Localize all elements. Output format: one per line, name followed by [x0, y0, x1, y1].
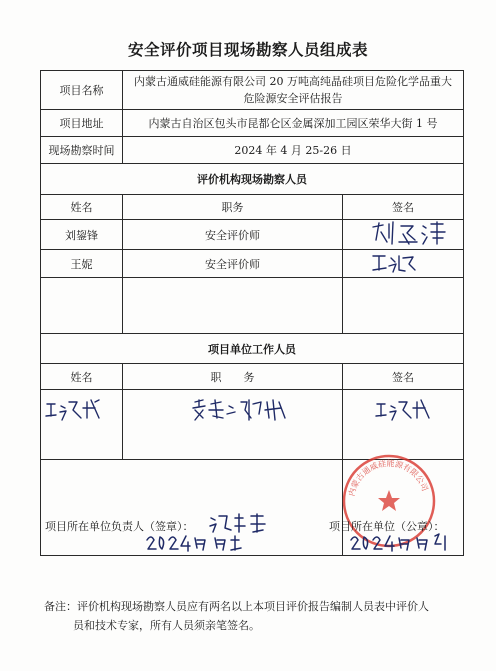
staff-signature-header: 签名 — [343, 364, 464, 390]
evaluator-row — [41, 220, 464, 250]
project-address-label: 项目地址 — [41, 110, 123, 137]
staff-name-header: 姓名 — [41, 364, 123, 390]
project-unit-cell — [329, 458, 464, 556]
footnote — [44, 597, 464, 635]
survey-personnel-table — [40, 70, 464, 556]
handwritten-signature — [343, 250, 463, 274]
empty-cell — [343, 278, 464, 334]
staff-signature — [343, 390, 464, 460]
project-name-row — [41, 71, 464, 110]
project-address-value: 内蒙古自治区包头市昆都仑区金属深加工园区荣华大街 1 号 — [123, 110, 464, 137]
footnote-line-1: 备注：评价机构现场勘察人员应有两名以上本项目评价报告编制人员表中评价人 — [44, 600, 429, 613]
responsible-person-label: 项目所在单位负责人（签章）： — [45, 520, 194, 533]
evaluator-name: 刘鋆锋 — [41, 220, 123, 250]
signoff-row — [41, 460, 464, 556]
survey-time-value: 2024 年 4 月 25-26 日 — [123, 137, 464, 164]
survey-time-label: 现场勘察时间 — [41, 137, 123, 164]
project-address-row — [41, 110, 464, 137]
project-staff-section-title: 项目单位工作人员 — [41, 334, 464, 364]
handwritten-signature — [373, 396, 453, 426]
evaluator-section-title: 评价机构现场勘察人员 — [41, 164, 464, 195]
project-staff-header-row — [41, 364, 464, 390]
evaluator-position-header: 职务 — [123, 195, 343, 220]
project-staff-row — [41, 390, 464, 460]
empty-cell — [41, 278, 123, 334]
staff-name-signature — [41, 390, 123, 460]
staff-position-handwritten — [123, 390, 343, 460]
page-title: 安全评价项目现场勘察人员组成表 — [127, 40, 368, 59]
seal-text: 内蒙古通威硅能源有限公司 — [347, 458, 430, 498]
footnote-line-2: 员和技术专家，所有人员须亲笔签名。 — [73, 619, 260, 632]
evaluator-name: 王妮 — [41, 250, 123, 278]
project-name-value: 内蒙古通威硅能源有限公司 20 万吨高纯晶硅项目危险化学品重大危险源安全评估报告 — [123, 71, 464, 110]
evaluator-signature — [343, 220, 464, 250]
survey-time-row — [41, 137, 464, 164]
handwritten-signature — [343, 220, 463, 246]
handwritten-position — [189, 396, 339, 426]
evaluator-section-row — [41, 164, 464, 195]
evaluator-position: 安全评价师 — [123, 220, 343, 250]
evaluator-header-row — [41, 195, 464, 220]
evaluator-signature — [343, 250, 464, 278]
responsible-person-cell — [41, 460, 343, 556]
evaluator-signature-header: 签名 — [343, 195, 464, 220]
empty-cell — [123, 278, 343, 334]
project-name-label: 项目名称 — [41, 71, 123, 110]
project-staff-section-row — [41, 334, 464, 364]
project-unit-label: 项目所在单位（公章）： — [329, 520, 445, 533]
unit-date-handwritten — [349, 532, 461, 554]
responsible-date-handwritten — [145, 532, 255, 554]
responsible-signature — [207, 510, 277, 534]
evaluator-position: 安全评价师 — [123, 250, 343, 278]
handwritten-signature — [43, 396, 123, 426]
evaluator-row — [41, 250, 464, 278]
evaluator-empty-row — [41, 278, 464, 334]
evaluator-name-header: 姓名 — [41, 195, 123, 220]
staff-position-header: 职 务 — [123, 364, 343, 390]
